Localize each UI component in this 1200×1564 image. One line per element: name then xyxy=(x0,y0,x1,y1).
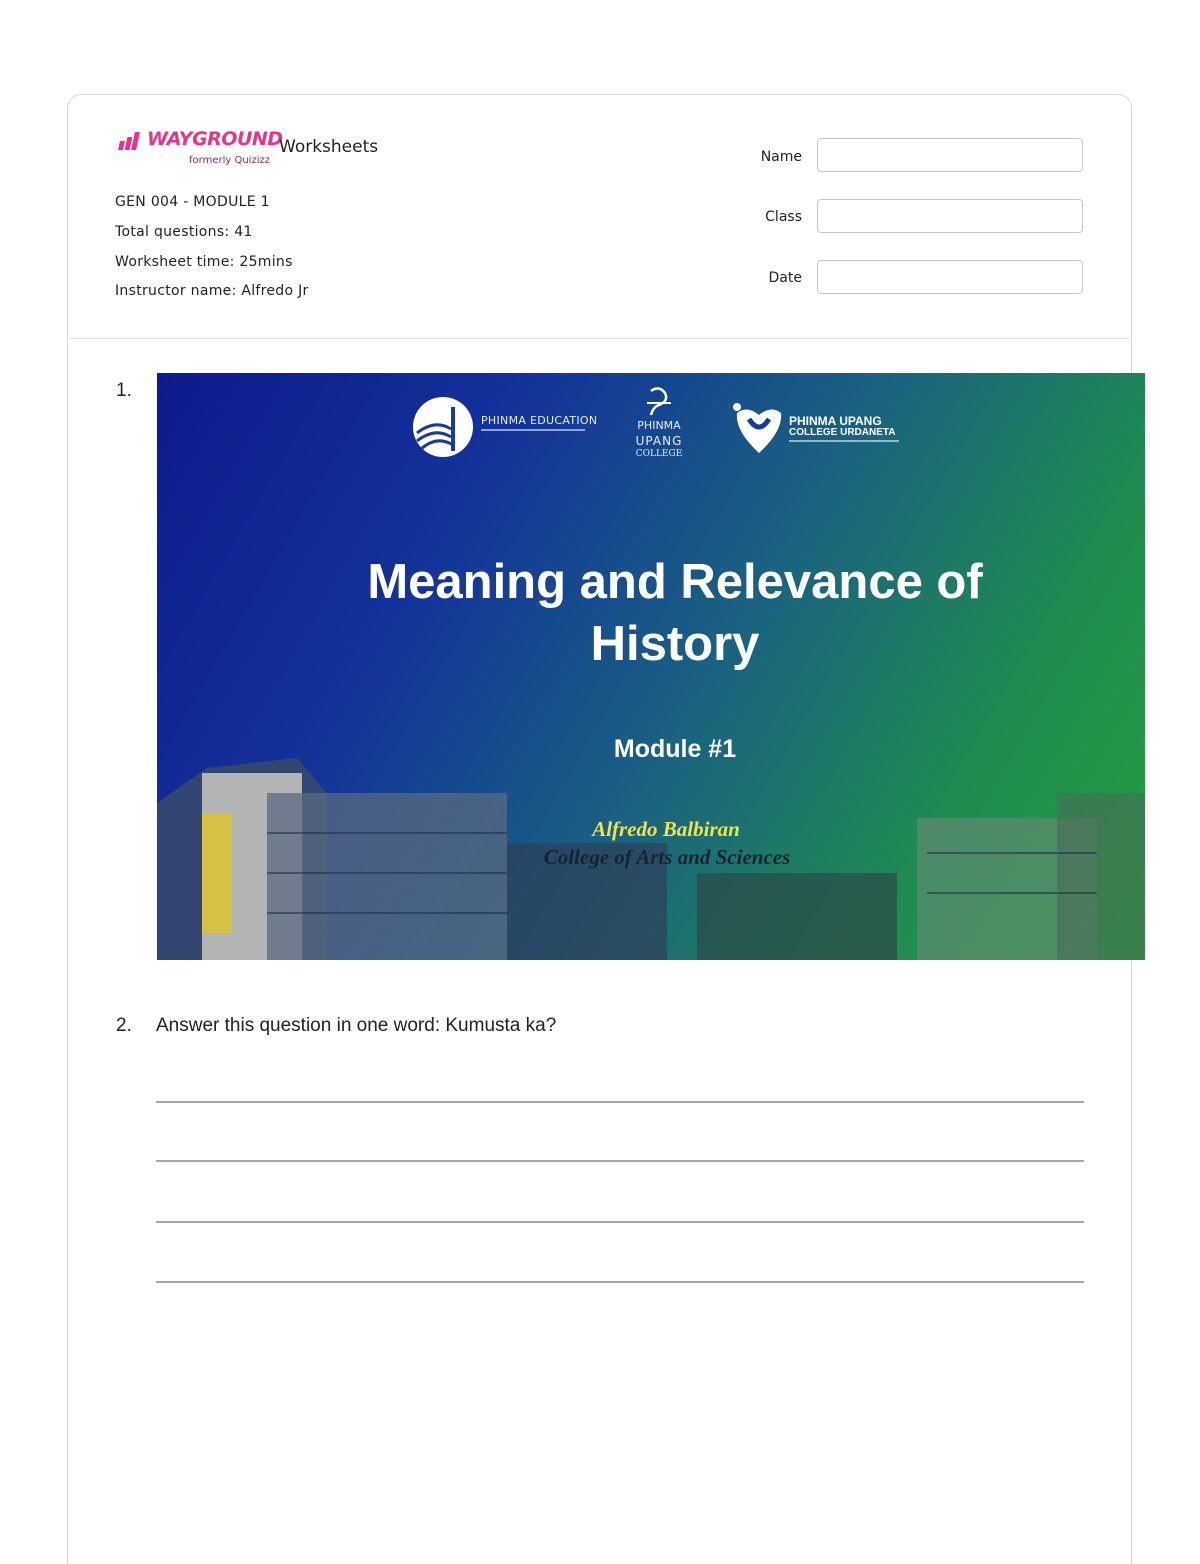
date-field[interactable] xyxy=(817,260,1083,294)
header-divider xyxy=(67,338,1132,339)
slide-module: Module #1 xyxy=(613,735,737,763)
total-questions: Total questions: 41 xyxy=(115,224,253,240)
date-label: Date xyxy=(768,270,802,286)
slide-college: College of Arts and Sciences xyxy=(543,845,791,869)
logo3-line2: COLLEGE URDANETA xyxy=(789,427,896,438)
logo2-line2: UPANG xyxy=(635,434,683,448)
slide-title xyxy=(157,551,1145,675)
question-1-number: 1. xyxy=(116,380,132,401)
question-1-slide-image xyxy=(157,373,1145,960)
logo1-text: PHINMA EDUCATION xyxy=(481,414,598,427)
answer-line[interactable] xyxy=(156,1281,1084,1283)
logo1-tagline xyxy=(481,429,585,431)
slide-title-line2: History xyxy=(590,617,760,671)
name-label: Name xyxy=(760,149,802,165)
question-2-number: 2. xyxy=(116,1015,132,1036)
logo3-line1: PHINMA UPANG xyxy=(789,414,882,428)
answer-line[interactable] xyxy=(156,1221,1084,1223)
worksheet-time: Worksheet time: 25mins xyxy=(115,254,293,270)
logo3-tagline xyxy=(789,440,899,442)
class-field[interactable] xyxy=(817,199,1083,233)
answer-line[interactable] xyxy=(156,1160,1084,1162)
phinma-education-logo-icon xyxy=(411,395,475,459)
product-name: Worksheets xyxy=(279,137,379,157)
logo2-line1: PHINMA xyxy=(637,419,681,432)
slide-author: Alfredo Balbiran xyxy=(592,817,740,841)
brand-subtitle: formerly Quizizz xyxy=(189,155,270,166)
class-label: Class xyxy=(765,209,802,225)
worksheet-title: GEN 004 - MODULE 1 xyxy=(115,194,270,210)
wayground-mark-icon xyxy=(117,132,143,150)
logo2-line3: COLLEGE xyxy=(635,449,683,459)
answer-line[interactable] xyxy=(156,1101,1084,1103)
name-field[interactable] xyxy=(817,138,1083,172)
question-2-text: Answer this question in one word: Kumusta ka? xyxy=(156,1015,557,1036)
upang-seal-icon xyxy=(623,385,695,419)
slide-title-line1: Meaning and Relevance of xyxy=(367,555,983,609)
instructor-name: Instructor name: Alfredo Jr xyxy=(115,283,309,299)
upang-urdaneta-logo-icon xyxy=(731,401,787,457)
brand-name: WAYGROUND xyxy=(147,128,283,150)
